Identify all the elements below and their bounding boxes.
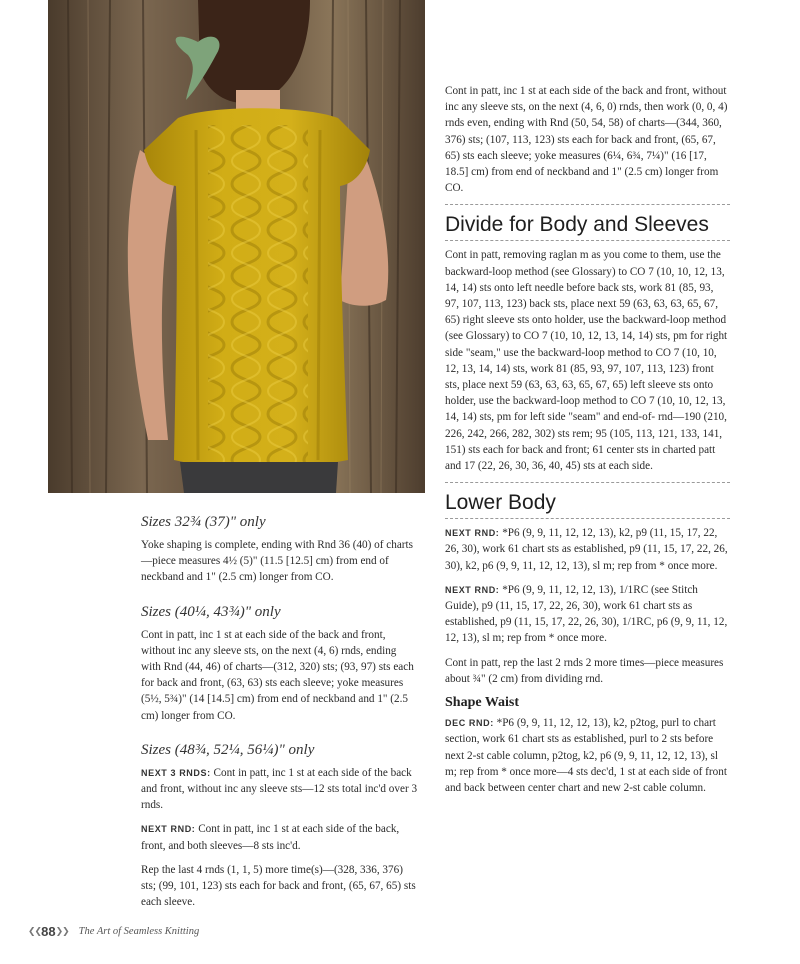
section-divider xyxy=(445,240,730,241)
sizes-heading-1: Sizes 32¾ (37)" only xyxy=(141,514,266,530)
instruction-label: NEXT RND: xyxy=(141,824,196,835)
page-footer xyxy=(28,924,199,939)
ornament-icon: ❮❮ xyxy=(28,926,42,936)
ornament-icon: ❯❯ xyxy=(55,926,69,936)
section-divider xyxy=(445,482,730,483)
page-number: 88 xyxy=(41,924,56,939)
instruction-label: NEXT RND: xyxy=(445,584,500,595)
next-rnd-paragraph xyxy=(141,821,419,853)
lower-body-paragraph-3: Cont in patt, rep the last 2 rnds 2 more times—piece measures about ¾" (2 cm) from dividing rnd. xyxy=(445,656,724,685)
repeat-paragraph: Rep the last 4 rnds (1, 1, 5) more time(s)—(328, 336, 376) sts; (99, 101, 123) sts each for back and front, (65, 67, 65) sts each sleeve. xyxy=(141,863,416,909)
instruction-text: *P6 (9, 9, 11, 12, 12, 13), k2, p9 (11, 15, 17, 22, 26, 30), work 61 chart sts as established, p9 (11, 15, 17, 22, 26, 30), k2, p6 (9, 9, 11, 12, 12, 13), sl m; rep from * once more. xyxy=(445,527,728,572)
left-column xyxy=(141,514,419,918)
right-column xyxy=(445,83,730,804)
book-title: The Art of Seamless Knitting xyxy=(78,926,200,937)
section-heading-divide: Divide for Body and Sleeves xyxy=(445,213,709,237)
dec-rnd-paragraph xyxy=(445,715,730,796)
section-heading-lower-body: Lower Body xyxy=(445,491,556,515)
photo-illustration xyxy=(48,0,425,493)
section-divider xyxy=(445,518,730,519)
instruction-text: *P6 (9, 9, 11, 12, 12, 13), k2, p2tog, purl to chart section, work 61 chart sts as established, purl to 2 sts before next 2-st cable column, p2tog, k2, p6 (9, 9, 11, 12, 12, 13), sl m; rep from * once more—4 sts dec'd, 1 st at each side of front and back between center chart and new 2-st cable column. xyxy=(445,717,727,794)
intro-paragraph: Cont in patt, inc 1 st at each side of the back and front, without inc any sleeve sts, on the next (4, 6, 0) rnds, then work (0, 0, 4) rnds even, ending with Rnd (50, 54, 58) of charts—(344, 360, 376) sts; (107, 113, 123) sts each for back and front, (65, 67, 65) sts each sleeve; yoke measures (6¼, 6¾, 7¼)" (16 [17, 18.5] cm) from end of neckband and 1" (2.5 cm) longer from CO. xyxy=(445,85,728,195)
instruction-label: NEXT 3 RNDS: xyxy=(141,767,211,778)
instruction-label: NEXT RND: xyxy=(445,528,500,539)
instruction-label: DEC RND: xyxy=(445,718,494,729)
page-number-block xyxy=(28,924,69,939)
sizes-text-1: Yoke shaping is complete, ending with Rnd 36 (40) of charts—piece measures 4½ (5)" (11.5 [12.5] cm) from end of neckband and 1" (2.5 cm) longer from CO. xyxy=(141,539,413,584)
section-divider xyxy=(445,204,730,205)
sweater-photo xyxy=(48,0,425,493)
instruction-text: Cont in patt, inc 1 st at each side of the back and front, without inc any sleeve sts—12 sts total inc'd over 3 rnds. xyxy=(141,766,418,812)
next-3-rnds-paragraph xyxy=(141,765,419,814)
lower-body-paragraph-2 xyxy=(445,582,730,647)
sizes-text-2: Cont in patt, inc 1 st at each side of the back and front, without inc any sleeve sts, on the next (4, 6) rnds, ending with Rnd (44, 46) of charts—(312, 320) sts; (93, 97) sts each for back and front, (63, 63) sts each sleeve; yoke measures (5½, 5¾)" (14 [14.5] cm) from end of neckband and 1" (2.5 cm) longer from CO. xyxy=(141,628,414,722)
instruction-text: *P6 (9, 9, 11, 12, 12, 13), 1/1RC (see Stitch Guide), p9 (11, 15, 17, 22, 26, 30), work 61 chart sts as established, p9 (11, 15, 17, 22, 26, 30), 1/1RC, p6 (9, 9, 11, 12, 12, 13), sl m; rep from * once more. xyxy=(445,583,728,645)
sizes-heading-2: Sizes (40¼, 43¾)" only xyxy=(141,603,281,620)
shape-waist-heading: Shape Waist xyxy=(445,695,520,711)
sizes-heading-3: Sizes (48¾, 52¼, 56¼)" only xyxy=(141,741,315,758)
lower-body-paragraph-1 xyxy=(445,525,730,574)
divide-paragraph: Cont in patt, removing raglan m as you come to them, use the backward-loop method (see Glossary) to CO 7 (10, 10, 12, 13, 14, 14) sts onto left needle before back sts, work 81 (85, 93, 97, 107, 113, 123) back sts, place next 59 (63, 63, 63, 65, 67, 65) right sleeve sts onto holder, use the backward-loop method (see Glossary) to CO 7 (10, 10, 12, 13, 14, 14) sts, pm for right side "seam," use the backward-loop method to CO 7 (10, 10, 12, 13, 14, 14) sts, work 81 (85, 93, 97, 107, 113, 123) front sts, place next 59 (63, 63, 63, 65, 67, 65) left sleeve sts onto holder, use the backward-loop method to CO 7 (10, 10, 12, 13, 14, 14) sts, pm for left side "seam" and end-of- rnd—190 (210, 226, 242, 266, 282, 302) sts rem; 95 (105, 113, 121, 133, 141, 151) sts each for back and front; 61 center sts in charted patt and 17 (22, 26, 30, 36, 40, 45) sts at each side. xyxy=(445,249,728,473)
instruction-text: Cont in patt, inc 1 st at each side of the back, front, and both sleeves—8 sts inc'd. xyxy=(141,823,400,852)
